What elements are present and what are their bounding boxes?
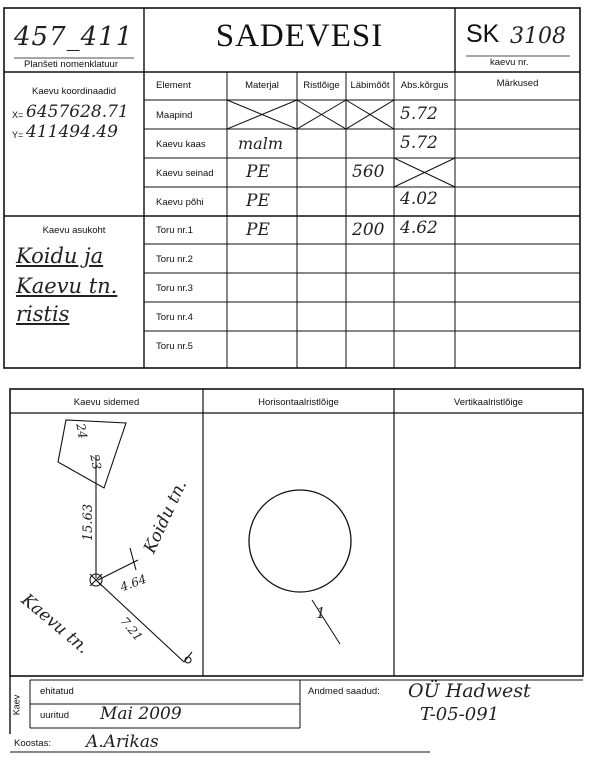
- cell-materjal: PE: [246, 191, 270, 211]
- coord-y-prefix: Y=: [12, 130, 24, 140]
- sketch-header-horizontal: Horisontaalristlõige: [258, 397, 339, 408]
- coord-x-value: 6457628.71: [26, 102, 129, 122]
- nomenclature-value: 457_411: [14, 22, 134, 52]
- cell-materjal: PE: [246, 220, 270, 240]
- row-element: Toru nr.1: [156, 225, 193, 236]
- dim-label: 15.63: [81, 503, 97, 542]
- cell-labimoot: 200: [352, 220, 385, 240]
- location-label: Kaevu asukoht: [42, 225, 106, 236]
- coord-x-prefix: X=: [12, 110, 24, 120]
- data-source-label: Andmed saadud:: [308, 686, 380, 697]
- well-circle: [249, 490, 351, 592]
- dim-label: 7.21: [117, 614, 146, 644]
- row-element: Toru nr.2: [156, 254, 193, 265]
- surveyed-label: uuritud: [40, 710, 70, 721]
- well-number-value: 3108: [510, 24, 566, 49]
- street-label-kaevu: Kaevu tn.: [17, 590, 93, 659]
- surveyed-value: Mai 2009: [100, 704, 182, 724]
- row-element: Maapind: [156, 110, 193, 121]
- footer-side-label: Kaev: [11, 694, 22, 716]
- pipe-mark: 1: [316, 604, 326, 622]
- cell-materjal: malm: [238, 134, 283, 153]
- data-source-value-2: T-05-091: [420, 704, 500, 725]
- data-source-value-1: OÜ Hadwest: [408, 680, 531, 702]
- cell-abs: 5.72: [400, 104, 438, 124]
- cell-labimoot: 560: [352, 162, 385, 182]
- location-line-3: ristis: [16, 302, 70, 326]
- row-element: Toru nr.4: [156, 312, 193, 323]
- col-header-labimoot: Läbimõõt: [350, 80, 390, 91]
- coord-y-value: 411494.49: [26, 122, 118, 142]
- dim-label: 23: [87, 453, 104, 471]
- location-line-1: Koidu ja: [16, 244, 104, 268]
- location-line-2: Kaevu tn.: [16, 274, 118, 298]
- cell-abs: 5.72: [400, 133, 438, 153]
- row-element: Kaevu kaas: [156, 139, 206, 150]
- col-header-ristloige: Ristlõige: [303, 80, 340, 91]
- page-title: SADEVESI: [215, 18, 384, 54]
- sketch-header-vertical: Vertikaalristlõige: [453, 397, 524, 408]
- well-number-label: kaevu nr.: [490, 57, 529, 68]
- col-header-markused: Märkused: [496, 78, 539, 89]
- col-header-abs: Abs.kõrgus: [400, 80, 449, 91]
- coords-label: Kaevu koordinaadid: [32, 86, 116, 97]
- well-number-prefix: SK: [466, 20, 500, 48]
- dim-label: 24: [73, 422, 90, 440]
- dim-label: 4.64: [118, 571, 149, 595]
- sketch-header-connections: Kaevu sidemed: [73, 397, 140, 408]
- col-header-materjal: Materjal: [245, 80, 279, 91]
- cell-abs: 4.02: [400, 189, 438, 209]
- cell-abs: 4.62: [400, 218, 438, 238]
- compiled-label: Koostas:: [14, 738, 51, 749]
- cell-materjal: PE: [246, 162, 270, 182]
- row-element: Kaevu seinad: [156, 168, 214, 179]
- built-label: ehitatud: [40, 686, 74, 697]
- street-label-koidu: Koidu tn.: [140, 476, 192, 557]
- nomenclature-label: Planšeti nomenklatuur: [24, 59, 118, 70]
- compiled-value: A.Arikas: [86, 732, 159, 752]
- col-header-element: Element: [156, 80, 191, 91]
- row-element: Toru nr.3: [156, 283, 193, 294]
- row-element: Toru nr.5: [156, 341, 193, 352]
- row-element: Kaevu põhi: [156, 197, 204, 208]
